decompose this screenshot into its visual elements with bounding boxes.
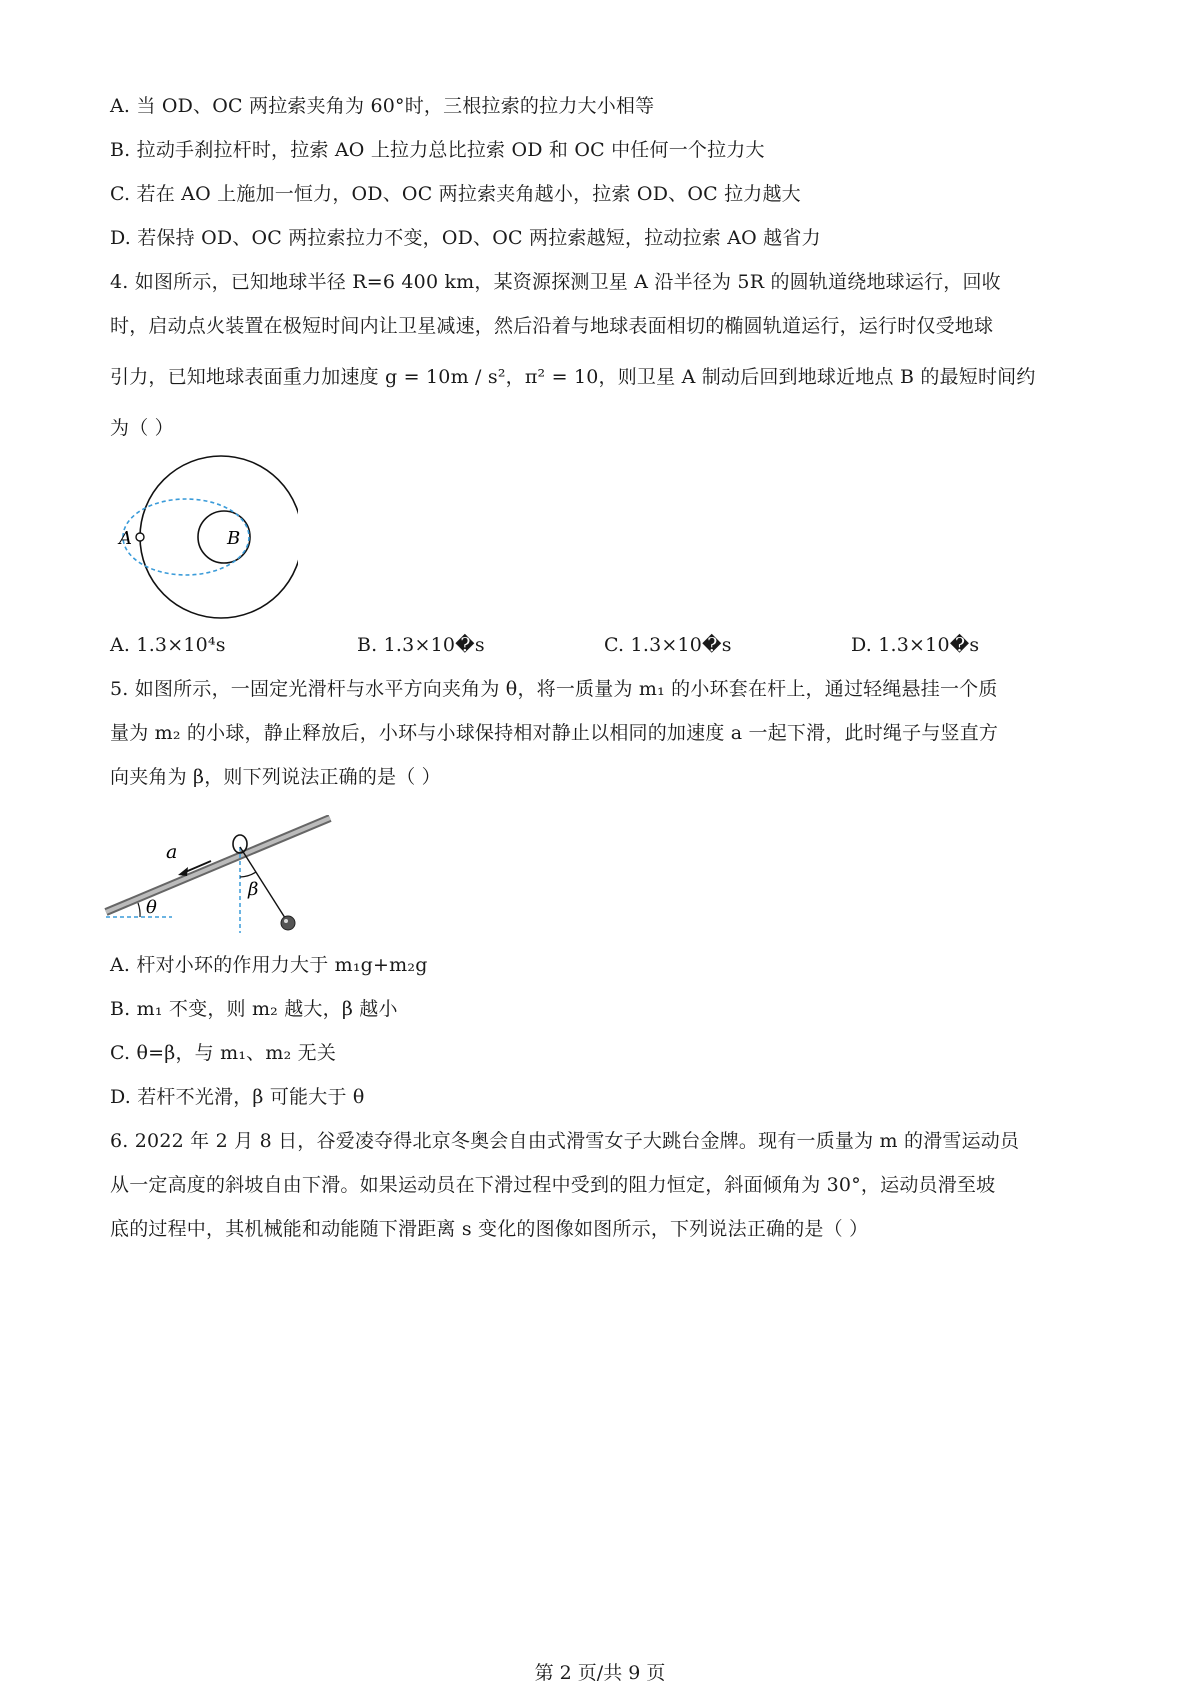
q5-option-c: C. θ=β，与 m₁、m₂ 无关 — [110, 1042, 337, 1064]
q5-option-a: A. 杆对小环的作用力大于 m₁g+m₂g — [110, 954, 428, 976]
q3-option-a: A. 当 OD、OC 两拉索夹角为 60°时，三根拉索的拉力大小相等 — [110, 95, 655, 117]
q6-stem-line-2: 从一定高度的斜坡自由下滑。如果运动员在下滑过程中受到的阻力恒定，斜面倾角为 30°，运动员滑至坡 — [110, 1174, 996, 1196]
q5-stem-line-1: 5. 如图所示，一固定光滑杆与水平方向夹角为 θ，将一质量为 m₁ 的小环套在杆上，通过轻绳悬挂一个质 — [110, 678, 998, 700]
label-a: a — [166, 841, 178, 863]
q5-option-d: D. 若杆不光滑，β 可能大于 θ — [110, 1086, 365, 1108]
page-footer: 第 2 页/共 9 页 — [534, 1662, 666, 1684]
q4-option-a: A. 1.3×10⁴s — [110, 634, 226, 656]
q4-stem-line-3: 引力，已知地球表面重力加速度 g = 10m / s²，π² = 10，则卫星 A 制动后回到地球近地点 B 的最短时间约 — [110, 366, 1036, 388]
inclined-rod-highlight — [106, 818, 330, 912]
q5-stem-line-2: 量为 m₂ 的小球，静止释放后，小环与小球保持相对静止以相同的加速度 a 一起下滑，此时绳子与竖直方 — [110, 722, 999, 744]
theta-arc — [138, 903, 140, 917]
label-a: A — [119, 528, 132, 549]
q5-stem-line-3: 向夹角为 β，则下列说法正确的是（ ） — [110, 766, 441, 788]
q3-option-c: C. 若在 AO 上施加一恒力，OD、OC 两拉索夹角越小，拉索 OD、OC 拉力越大 — [110, 183, 801, 205]
label-beta: β — [248, 879, 259, 900]
label-theta: θ — [146, 897, 157, 918]
q5-option-b: B. m₁ 不变，则 m₂ 越大，β 越小 — [110, 998, 398, 1020]
satellite-a-dot — [136, 533, 144, 541]
q4-orbit-figure — [108, 455, 298, 625]
q4-option-d: D. 1.3×10�s — [851, 634, 980, 656]
small-ball — [281, 916, 295, 930]
q4-stem-line-2: 时，启动点火装置在极短时间内让卫星减速，然后沿着与地球表面相切的椭圆轨道运行，运行时仅受地球 — [110, 315, 994, 337]
q6-stem-line-1: 6. 2022 年 2 月 8 日，谷爱凌夺得北京冬奥会自由式滑雪女子大跳台金牌。现有一质量为 m 的滑雪运动员 — [110, 1130, 1020, 1152]
q3-option-b: B. 拉动手刹拉杆时，拉索 AO 上拉力总比拉索 OD 和 OC 中任何一个拉力大 — [110, 139, 765, 161]
q6-stem-line-3: 底的过程中，其机械能和动能随下滑距离 s 变化的图像如图所示，下列说法正确的是（ ） — [110, 1218, 869, 1240]
small-ball-shine — [284, 919, 288, 923]
label-b: B — [227, 528, 241, 549]
q4-stem-line-1: 4. 如图所示，已知地球半径 R=6 400 km，某资源探测卫星 A 沿半径为 5R 的圆轨道绕地球运行，回收 — [110, 271, 1001, 293]
q3-option-d: D. 若保持 OD、OC 两拉索拉力不变，OD、OC 两拉索越短，拉动拉索 AO 越省力 — [110, 227, 821, 249]
q5-rod-figure — [100, 815, 340, 1015]
q4-option-c: C. 1.3×10�s — [604, 634, 732, 656]
beta-arc — [240, 872, 256, 877]
acceleration-arrowhead — [178, 867, 188, 876]
q4-option-b: B. 1.3×10�s — [357, 634, 485, 656]
q4-stem-line-4: 为（ ） — [110, 417, 174, 439]
circular-orbit — [140, 456, 298, 618]
